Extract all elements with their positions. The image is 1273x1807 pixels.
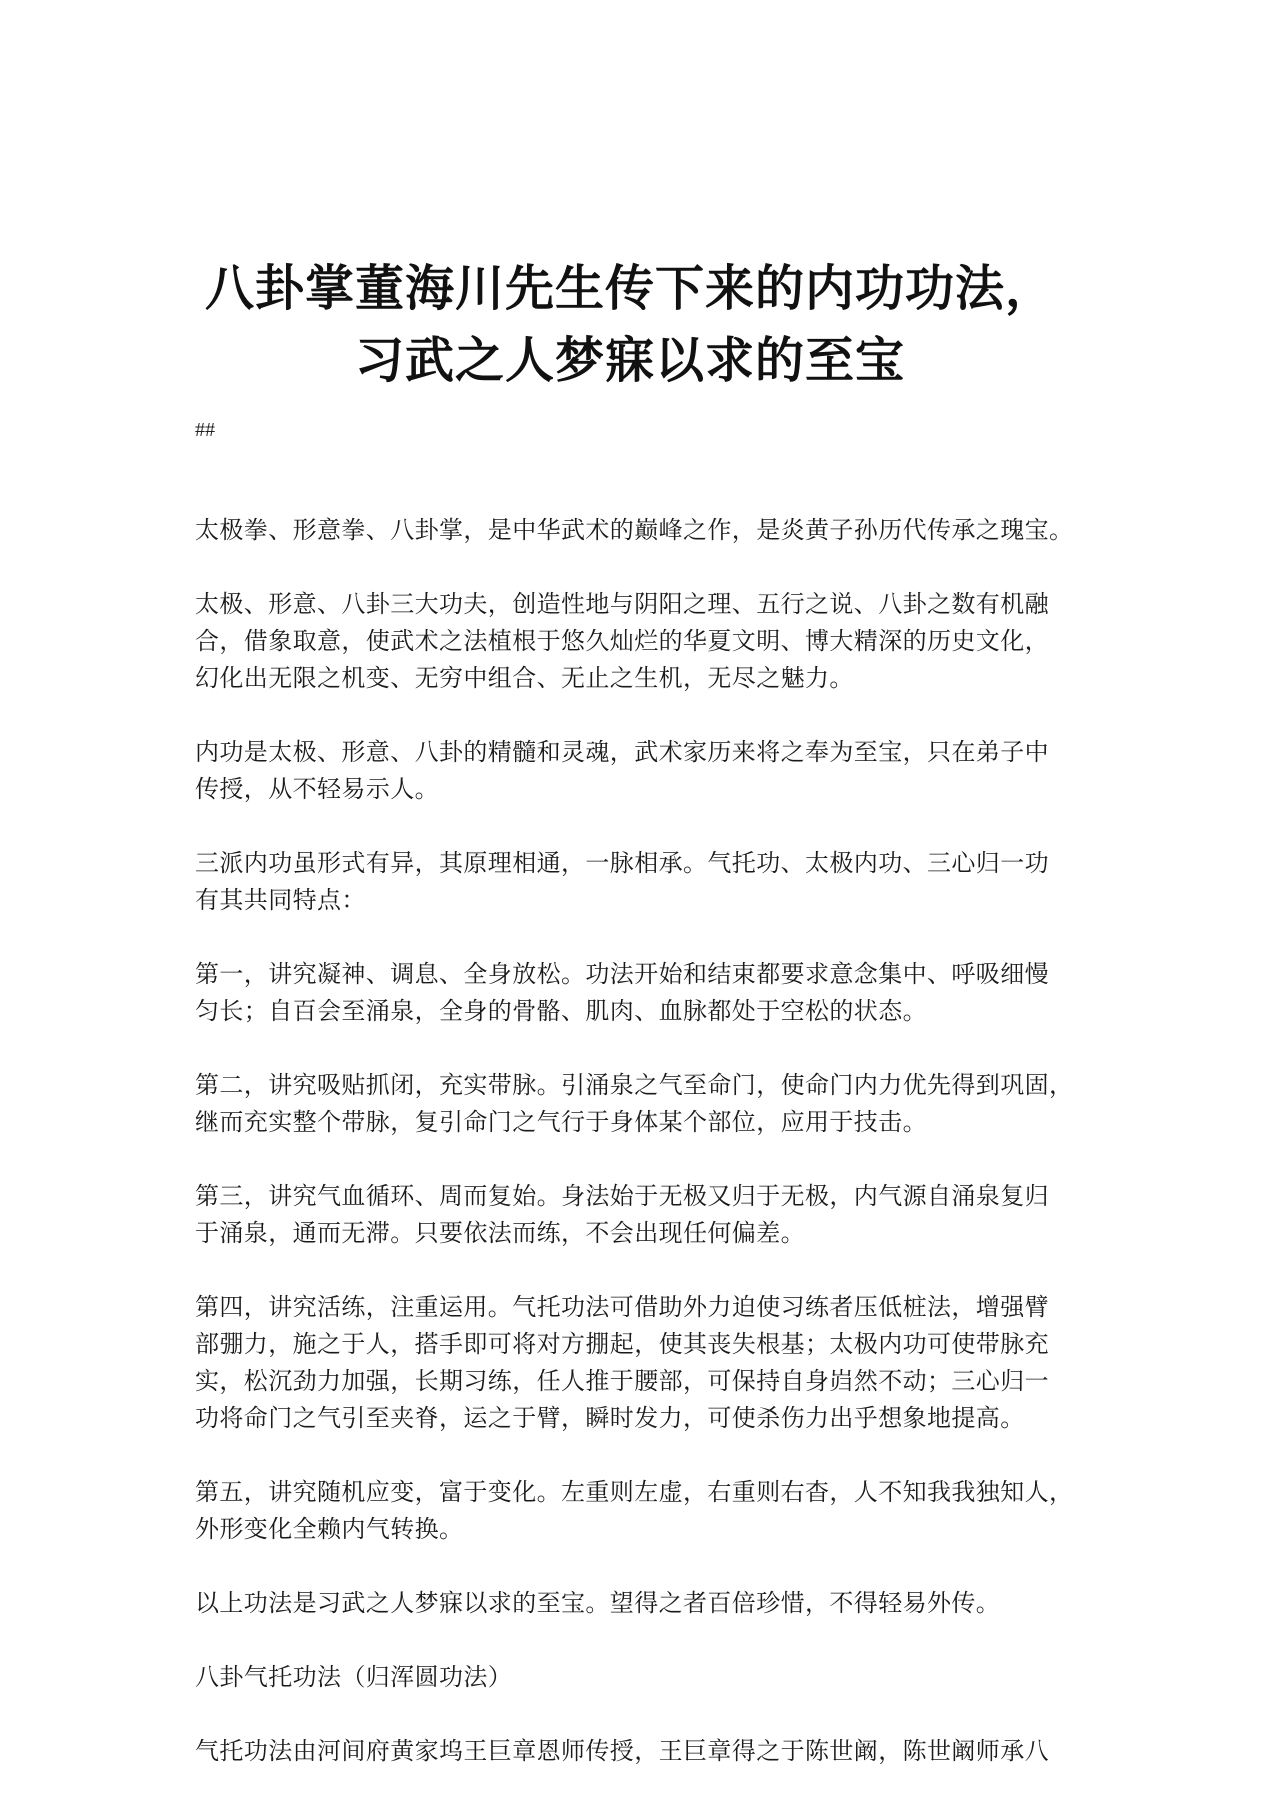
paragraph-line: 幻化出无限之机变、无穷中组合、无止之生机，无尽之魅力。 [195,664,854,692]
paragraph-line: 合，借象取意，使武术之法植根于悠久灿烂的华夏文明、博大精深的历史文化， [195,627,1049,655]
paragraph [195,734,1090,808]
paragraph-line: 太极拳、形意拳、八卦掌，是中华武术的巅峰之作，是炎黄子孙历代传承之瑰宝。 [195,516,1074,544]
paragraph-line: 八卦气托功法（归浑圆功法） [195,1663,513,1691]
paragraph-line: 外形变化全赖内气转换。 [195,1515,464,1543]
title-line: 八卦掌董海川先生传下来的内功功法， [204,259,1055,317]
paragraph [195,1733,1090,1770]
paragraph-line: 于涌泉，通而无滞。只要依法而练，不会出现任何偏差。 [195,1219,805,1247]
section-marker: ## [195,419,215,441]
paragraph [195,512,1090,549]
paragraph-line: 实，松沉劲力加强，长期习练，任人推于腰部，可保持自身岿然不动；三心归一 [195,1367,1049,1395]
section-heading [195,1659,1090,1696]
paragraph [195,1289,1090,1437]
paragraph [195,1067,1090,1141]
paragraph-line: 继而充实整个带脉，复引命门之气行于身体某个部位，应用于技击。 [195,1108,927,1136]
document-body [195,512,1090,1807]
paragraph-line: 第四，讲究活练，注重运用。气托功法可借助外力迫使习练者压低桩法，增强臂 [195,1293,1049,1321]
paragraph [195,1178,1090,1252]
paragraph-line: 三派内功虽形式有异，其原理相通，一脉相承。气托功、太极内功、三心归一功 [195,849,1049,877]
paragraph [195,1585,1090,1622]
paragraph-line: 第二，讲究吸贴抓闭，充实带脉。引涌泉之气至命门，使命门内力优先得到巩固， [195,1071,1074,1099]
paragraph-line: 以上功法是习武之人梦寐以求的至宝。望得之者百倍珍惜，不得轻易外传。 [195,1589,1001,1617]
paragraph-line: 传授，从不轻易示人。 [195,775,439,803]
paragraph-line: 部弸力，施之于人，搭手即可将对方掤起，使其丧失根基；太极内功可使带脉充 [195,1330,1049,1358]
paragraph-line: 第三，讲究气血循环、周而复始。身法始于无极又归于无极，内气源自涌泉复归 [195,1182,1049,1210]
paragraph-line: 有其共同特点： [195,886,366,914]
paragraph-line: 功将命门之气引至夹脊，运之于臂，瞬时发力，可使杀伤力出乎想象地提高。 [195,1404,1025,1432]
paragraph [195,586,1090,697]
paragraph-line: 匀长；自百会至涌泉，全身的骨骼、肌肉、血脉都处于空松的状态。 [195,997,927,1025]
paragraph [195,956,1090,1030]
paragraph-line: 气托功法由河间府黄家坞王巨章恩师传授，王巨章得之于陈世阚，陈世阚师承八 [195,1737,1049,1765]
paragraph-line: 第五，讲究随机应变，富于变化。左重则左虚，右重则右杳，人不知我我独知人， [195,1478,1074,1506]
paragraph-line: 内功是太极、形意、八卦的精髓和灵魂，武术家历来将之奉为至宝，只在弟子中 [195,738,1049,766]
paragraph [195,845,1090,919]
paragraph-line: 第一，讲究凝神、调息、全身放松。功法开始和结束都要求意念集中、呼吸细慢 [195,960,1049,988]
paragraph-line: 太极、形意、八卦三大功夫，创造性地与阴阳之理、五行之说、八卦之数有机融 [195,590,1049,618]
paragraph [195,1474,1090,1548]
title-line: 习武之人梦寐以求的至宝 [354,331,905,389]
document-title [160,252,1100,396]
